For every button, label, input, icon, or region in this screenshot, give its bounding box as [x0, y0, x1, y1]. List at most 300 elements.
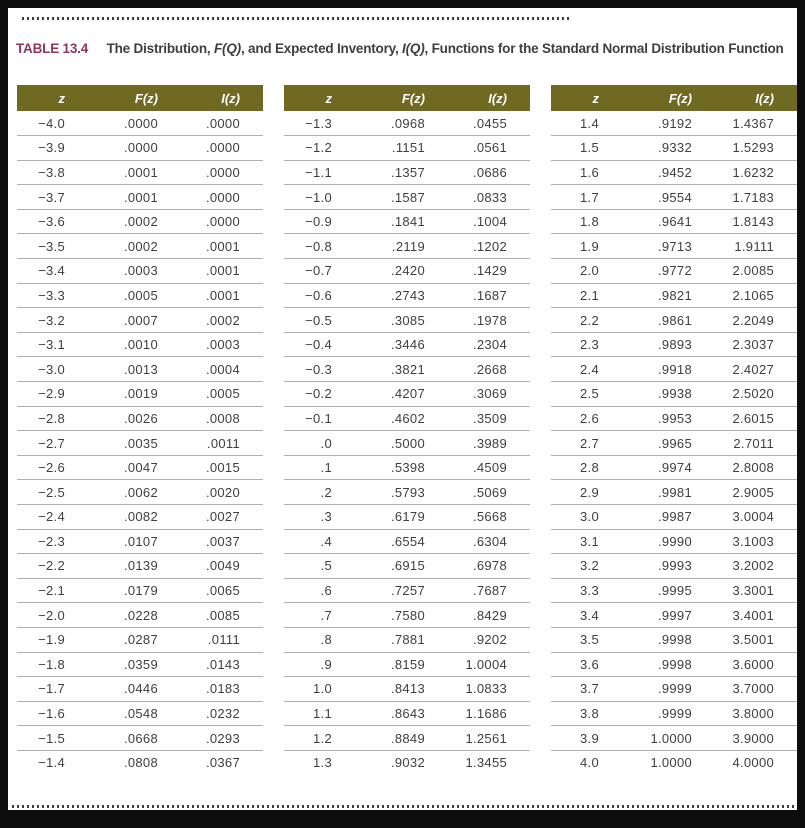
fz-cell: .9987 — [632, 505, 724, 530]
table-row — [551, 554, 797, 579]
column-header-iz: I(z) — [457, 85, 530, 111]
fz-cell: .9713 — [632, 234, 724, 259]
iz-cell: .3989 — [457, 431, 530, 456]
z-cell: 3.8 — [551, 701, 632, 726]
fz-cell: .6554 — [365, 529, 457, 554]
table-row — [284, 603, 530, 628]
column-header-fz: F(z) — [98, 85, 190, 111]
z-cell: −2.5 — [17, 480, 98, 505]
fz-cell: .8643 — [365, 701, 457, 726]
z-cell: −2.6 — [17, 455, 98, 480]
table-row — [551, 677, 797, 702]
iz-cell: .3069 — [457, 382, 530, 407]
iz-cell: .0065 — [190, 578, 263, 603]
table-row — [17, 111, 263, 136]
z-cell: −2.8 — [17, 406, 98, 431]
table-row — [551, 283, 797, 308]
iz-cell: .1978 — [457, 308, 530, 333]
table-row — [551, 382, 797, 407]
fz-cell: .0446 — [98, 677, 190, 702]
z-cell: 1.1 — [284, 701, 365, 726]
iz-cell: 3.3001 — [724, 578, 797, 603]
table-groups — [17, 85, 797, 775]
table-row — [284, 382, 530, 407]
fz-cell: .0359 — [98, 652, 190, 677]
column-header-fz: F(z) — [365, 85, 457, 111]
table-row — [17, 185, 263, 210]
iz-cell: 2.5020 — [724, 382, 797, 407]
table-row — [17, 455, 263, 480]
z-cell: 1.6 — [551, 160, 632, 185]
fz-cell: .7257 — [365, 578, 457, 603]
fz-cell: .9893 — [632, 332, 724, 357]
z-cell: −0.4 — [284, 332, 365, 357]
iz-cell: 3.9000 — [724, 726, 797, 751]
table-row — [551, 505, 797, 530]
iz-cell: .1687 — [457, 283, 530, 308]
z-cell: 2.8 — [551, 455, 632, 480]
table-row — [551, 455, 797, 480]
z-cell: −1.5 — [17, 726, 98, 751]
column-header-fz: F(z) — [632, 85, 724, 111]
iz-cell: .0002 — [190, 308, 263, 333]
fz-cell: .5793 — [365, 480, 457, 505]
fz-cell: .9965 — [632, 431, 724, 456]
fz-cell: .0001 — [98, 185, 190, 210]
table-row — [284, 431, 530, 456]
fz-cell: .0003 — [98, 259, 190, 284]
z-cell: 1.0 — [284, 677, 365, 702]
table-group — [284, 85, 530, 775]
fz-cell: .9641 — [632, 209, 724, 234]
iz-cell: 2.8008 — [724, 455, 797, 480]
z-cell: −0.1 — [284, 406, 365, 431]
z-cell: −3.2 — [17, 308, 98, 333]
table-row — [284, 677, 530, 702]
z-cell: 1.2 — [284, 726, 365, 751]
fz-cell: .5000 — [365, 431, 457, 456]
z-cell: 2.4 — [551, 357, 632, 382]
table-row — [551, 652, 797, 677]
z-cell: 2.7 — [551, 431, 632, 456]
table-row — [551, 357, 797, 382]
iz-cell: 1.9111 — [724, 234, 797, 259]
fz-cell: .1587 — [365, 185, 457, 210]
z-cell: 3.2 — [551, 554, 632, 579]
iz-cell: 1.0833 — [457, 677, 530, 702]
table-row — [551, 160, 797, 185]
fz-cell: .9861 — [632, 308, 724, 333]
table-row — [551, 234, 797, 259]
iz-cell: 1.3455 — [465, 755, 507, 771]
iz-cell: .0008 — [190, 406, 263, 431]
data-table — [17, 85, 263, 775]
fz-cell: .9998 — [632, 652, 724, 677]
iz-cell: 3.2002 — [724, 554, 797, 579]
table-row — [284, 701, 530, 726]
iz-cell: .0455 — [457, 111, 530, 136]
table-row — [17, 406, 263, 431]
z-cell: −0.8 — [284, 234, 365, 259]
fz-cell: .0808 — [123, 755, 158, 771]
iz-cell: .0293 — [190, 726, 263, 751]
table-row — [551, 529, 797, 554]
table-row — [17, 554, 263, 579]
fz-cell: .9772 — [632, 259, 724, 284]
dotted-rule-top — [22, 17, 570, 20]
z-cell: −1.7 — [17, 677, 98, 702]
table-caption — [16, 41, 784, 56]
data-table — [551, 85, 797, 775]
z-cell: 2.5 — [551, 382, 632, 407]
z-cell: −0.9 — [284, 209, 365, 234]
iz-cell: .0049 — [190, 554, 263, 579]
table-row — [284, 455, 530, 480]
table-row — [284, 283, 530, 308]
table-row — [284, 652, 530, 677]
header-row — [284, 85, 530, 111]
iz-cell: .0000 — [190, 209, 263, 234]
table-row — [284, 234, 530, 259]
table-row — [551, 480, 797, 505]
iz-cell: .6978 — [457, 554, 530, 579]
iz-cell: .5069 — [457, 480, 530, 505]
fz-cell: .0062 — [98, 480, 190, 505]
fz-cell: .9995 — [632, 578, 724, 603]
z-cell: 2.6 — [551, 406, 632, 431]
z-cell: −3.4 — [17, 259, 98, 284]
z-cell: 3.1 — [551, 529, 632, 554]
table-row — [284, 627, 530, 652]
iz-cell: .0001 — [190, 234, 263, 259]
table-row — [17, 234, 263, 259]
table-row — [284, 111, 530, 136]
column-header-z: z — [17, 85, 98, 111]
table-row — [17, 627, 263, 652]
iz-cell: .0000 — [190, 136, 263, 161]
fz-cell: .0000 — [98, 111, 190, 136]
z-cell: −1.0 — [284, 185, 365, 210]
table-row — [284, 160, 530, 185]
fz-cell: .9999 — [632, 677, 724, 702]
iz-cell: .0011 — [190, 431, 263, 456]
iz-cell: .0020 — [190, 480, 263, 505]
z-cell: −3.6 — [17, 209, 98, 234]
fz-cell: .0007 — [98, 308, 190, 333]
table-label: TABLE 13.4 — [16, 41, 89, 56]
table-title — [107, 41, 784, 56]
iz-cell: 3.6000 — [724, 652, 797, 677]
z-cell: −0.3 — [284, 357, 365, 382]
iz-cell: .0367 — [205, 755, 240, 771]
fz-cell: .5398 — [365, 455, 457, 480]
iz-cell: .0561 — [457, 136, 530, 161]
z-cell: 3.6 — [551, 652, 632, 677]
table-row — [17, 677, 263, 702]
fz-cell: .0019 — [98, 382, 190, 407]
z-cell: .8 — [284, 627, 365, 652]
iz-cell: 1.4367 — [724, 111, 797, 136]
z-cell: −1.6 — [17, 701, 98, 726]
fz-cell: .0005 — [98, 283, 190, 308]
iz-cell: 3.8000 — [724, 701, 797, 726]
z-cell: 2.0 — [551, 259, 632, 284]
fz-cell: .9554 — [632, 185, 724, 210]
iz-cell: .0037 — [190, 529, 263, 554]
z-cell: −2.3 — [17, 529, 98, 554]
z-cell: 1.3 — [313, 755, 332, 771]
title-segment: F(Q) — [214, 41, 241, 56]
z-cell: .1 — [284, 455, 365, 480]
fz-cell: .8849 — [365, 726, 457, 751]
table-row — [17, 603, 263, 628]
table-row — [551, 185, 797, 210]
z-cell: 3.9 — [551, 726, 632, 751]
fz-cell: .0082 — [98, 505, 190, 530]
iz-cell: .0183 — [190, 677, 263, 702]
z-cell: −2.2 — [17, 554, 98, 579]
z-cell: −1.3 — [284, 111, 365, 136]
fz-cell: .0000 — [98, 136, 190, 161]
table-row — [17, 750, 263, 775]
table-row — [551, 603, 797, 628]
iz-cell: .1004 — [457, 209, 530, 234]
table-row — [284, 726, 530, 751]
table-row — [551, 308, 797, 333]
fz-cell: .3446 — [365, 332, 457, 357]
z-cell: −1.9 — [17, 627, 98, 652]
table-row — [17, 652, 263, 677]
column-header-z: z — [551, 85, 632, 111]
iz-cell: .0015 — [190, 455, 263, 480]
z-cell: 3.4 — [551, 603, 632, 628]
dotted-rule-bottom — [12, 805, 794, 808]
iz-cell: 4.0000 — [732, 755, 774, 771]
table-row — [17, 529, 263, 554]
fz-cell: .4207 — [365, 382, 457, 407]
iz-cell: 2.4027 — [724, 357, 797, 382]
z-cell: 1.7 — [551, 185, 632, 210]
z-cell: −3.9 — [17, 136, 98, 161]
fz-cell: .9998 — [632, 627, 724, 652]
table-row — [17, 578, 263, 603]
z-cell: −3.8 — [17, 160, 98, 185]
iz-cell: 2.9005 — [724, 480, 797, 505]
iz-cell: .0000 — [190, 160, 263, 185]
table-row — [284, 480, 530, 505]
iz-cell: .0001 — [190, 259, 263, 284]
table-row — [284, 332, 530, 357]
fz-cell: .4602 — [365, 406, 457, 431]
iz-cell: 2.0085 — [724, 259, 797, 284]
z-cell: −0.7 — [284, 259, 365, 284]
iz-cell: .0111 — [190, 627, 263, 652]
z-cell: 2.1 — [551, 283, 632, 308]
table-row — [17, 726, 263, 751]
iz-cell: .0000 — [190, 111, 263, 136]
z-cell: 2.9 — [551, 480, 632, 505]
z-cell: 3.0 — [551, 505, 632, 530]
table-row — [284, 529, 530, 554]
iz-cell: .0001 — [190, 283, 263, 308]
table-row — [17, 332, 263, 357]
iz-cell: 3.0004 — [724, 505, 797, 530]
z-cell: 3.7 — [551, 677, 632, 702]
z-cell: 1.8 — [551, 209, 632, 234]
fz-cell: .0668 — [98, 726, 190, 751]
fz-cell: .0002 — [98, 209, 190, 234]
iz-cell: 3.5001 — [724, 627, 797, 652]
fz-cell: .9918 — [632, 357, 724, 382]
table-row — [551, 726, 797, 751]
table-row — [284, 505, 530, 530]
z-cell: −1.1 — [284, 160, 365, 185]
z-cell: −2.1 — [17, 578, 98, 603]
iz-cell: .1202 — [457, 234, 530, 259]
fz-cell: .9990 — [632, 529, 724, 554]
z-cell: −0.6 — [284, 283, 365, 308]
table-row — [17, 505, 263, 530]
z-cell: .0 — [284, 431, 365, 456]
title-segment: The Distribution, — [106, 41, 214, 56]
iz-cell: 2.6015 — [724, 406, 797, 431]
title-segment: , and Expected Inventory, — [240, 41, 403, 56]
table-row — [551, 750, 797, 775]
z-cell: .6 — [284, 578, 365, 603]
table-row — [551, 431, 797, 456]
table-row — [284, 578, 530, 603]
fz-cell: .6179 — [365, 505, 457, 530]
iz-cell: .7687 — [457, 578, 530, 603]
iz-cell: .2668 — [457, 357, 530, 382]
table-row — [17, 357, 263, 382]
iz-cell: 1.0004 — [457, 652, 530, 677]
fz-cell: .2743 — [365, 283, 457, 308]
fz-cell: .0047 — [98, 455, 190, 480]
iz-cell: 1.1686 — [457, 701, 530, 726]
table-row — [17, 136, 263, 161]
table-row — [284, 136, 530, 161]
iz-cell: .0005 — [190, 382, 263, 407]
table-row — [17, 480, 263, 505]
fz-cell: .0010 — [98, 332, 190, 357]
fz-cell: 1.0000 — [632, 726, 724, 751]
z-cell: −3.3 — [17, 283, 98, 308]
title-segment: I(Q) — [402, 41, 425, 56]
table-row — [284, 750, 530, 775]
z-cell: −1.8 — [17, 652, 98, 677]
iz-cell: .3509 — [457, 406, 530, 431]
z-cell: 3.5 — [551, 627, 632, 652]
fz-cell: .0107 — [98, 529, 190, 554]
fz-cell: .2420 — [365, 259, 457, 284]
table-row — [284, 308, 530, 333]
iz-cell: .5668 — [457, 505, 530, 530]
fz-cell: .7580 — [365, 603, 457, 628]
iz-cell: 2.2049 — [724, 308, 797, 333]
z-cell: .2 — [284, 480, 365, 505]
iz-cell: .0003 — [190, 332, 263, 357]
fz-cell: .0035 — [98, 431, 190, 456]
iz-cell: 1.5293 — [724, 136, 797, 161]
iz-cell: 1.8143 — [724, 209, 797, 234]
iz-cell: .0085 — [190, 603, 263, 628]
table-row — [551, 578, 797, 603]
table-row — [17, 160, 263, 185]
fz-cell: .0968 — [365, 111, 457, 136]
iz-cell: 2.3037 — [724, 332, 797, 357]
page — [8, 8, 797, 810]
fz-cell: .9821 — [632, 283, 724, 308]
z-cell: 4.0 — [580, 755, 599, 771]
fz-cell: .9981 — [632, 480, 724, 505]
z-cell: −3.5 — [17, 234, 98, 259]
z-cell: −2.9 — [17, 382, 98, 407]
z-cell: −3.1 — [17, 332, 98, 357]
column-header-iz: I(z) — [190, 85, 263, 111]
z-cell: −3.7 — [17, 185, 98, 210]
iz-cell: .1429 — [457, 259, 530, 284]
iz-cell: .0686 — [457, 160, 530, 185]
table-row — [551, 406, 797, 431]
table-row — [284, 259, 530, 284]
z-cell: −4.0 — [17, 111, 98, 136]
table-row — [17, 308, 263, 333]
fz-cell: .8413 — [365, 677, 457, 702]
fz-cell: .2119 — [365, 234, 457, 259]
fz-cell: .0548 — [98, 701, 190, 726]
iz-cell: 1.2561 — [457, 726, 530, 751]
iz-cell: 1.6232 — [724, 160, 797, 185]
fz-cell: .6915 — [365, 554, 457, 579]
z-cell: −0.5 — [284, 308, 365, 333]
table-row — [551, 259, 797, 284]
z-cell: −2.7 — [17, 431, 98, 456]
table-row — [551, 627, 797, 652]
z-cell: .5 — [284, 554, 365, 579]
z-cell: 1.4 — [551, 111, 632, 136]
iz-cell: .0143 — [190, 652, 263, 677]
fz-cell: .9997 — [632, 603, 724, 628]
table-row — [17, 382, 263, 407]
iz-cell: .8429 — [457, 603, 530, 628]
iz-cell: 2.1065 — [724, 283, 797, 308]
z-cell: −2.0 — [17, 603, 98, 628]
z-cell: 2.3 — [551, 332, 632, 357]
header-row — [551, 85, 797, 111]
z-cell: 1.5 — [551, 136, 632, 161]
z-cell: 1.9 — [551, 234, 632, 259]
table-row — [551, 332, 797, 357]
table-row — [17, 283, 263, 308]
table-row — [284, 209, 530, 234]
table-group — [551, 85, 797, 775]
fz-cell: .9452 — [632, 160, 724, 185]
fz-cell: 1.0000 — [650, 755, 692, 771]
fz-cell: .0287 — [98, 627, 190, 652]
column-header-iz: I(z) — [724, 85, 797, 111]
table-row — [284, 554, 530, 579]
table-row — [284, 357, 530, 382]
iz-cell: .4509 — [457, 455, 530, 480]
iz-cell: 3.1003 — [724, 529, 797, 554]
column-header-z: z — [284, 85, 365, 111]
fz-cell: .9974 — [632, 455, 724, 480]
fz-cell: .9953 — [632, 406, 724, 431]
table-row — [17, 431, 263, 456]
fz-cell: .0002 — [98, 234, 190, 259]
iz-cell: 3.4001 — [724, 603, 797, 628]
